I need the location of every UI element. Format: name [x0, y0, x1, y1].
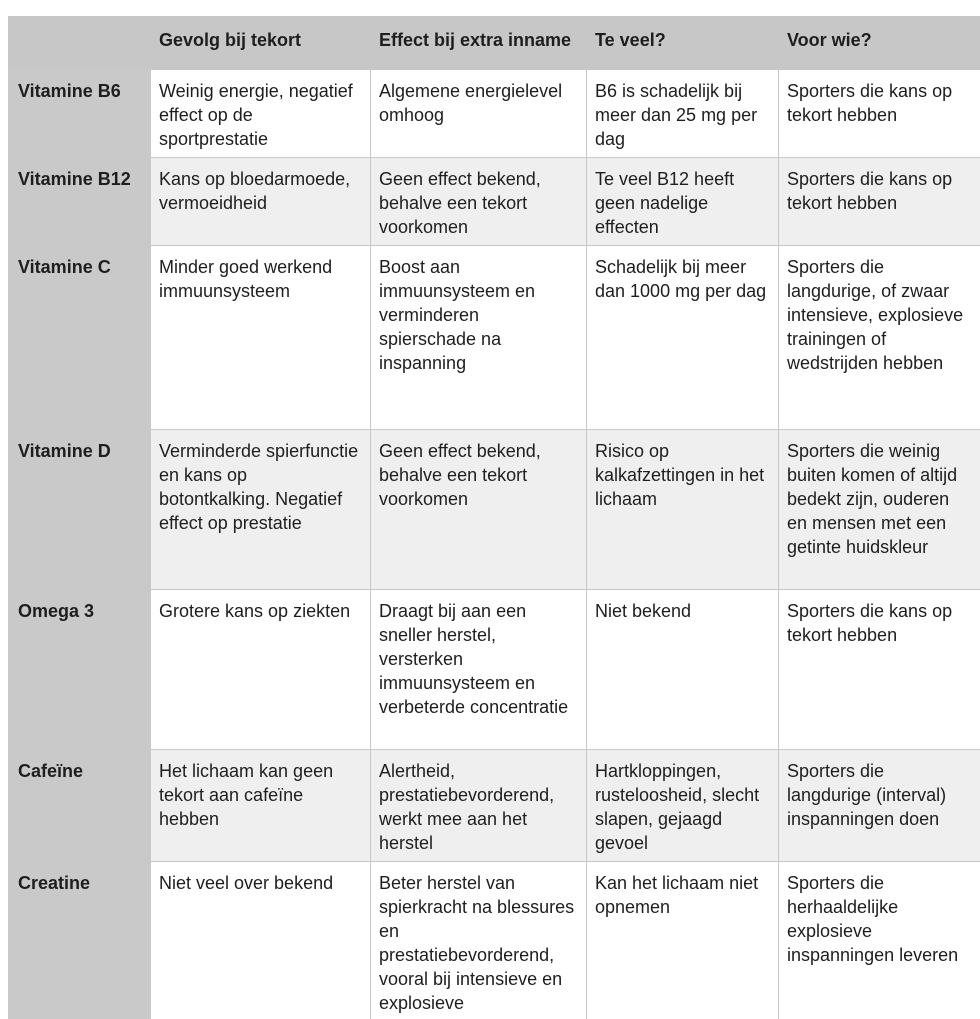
table-row	[9, 590, 980, 750]
table-header-row	[9, 17, 980, 70]
tekort-cell: Niet veel over bekend	[151, 862, 371, 1019]
row-header-cell: Omega 3	[9, 590, 151, 750]
tekort-cell: Minder goed werkend immuunsysteem	[151, 246, 371, 430]
voor-wie-cell: Sporters die kans op tekort hebben	[779, 158, 980, 246]
extra-inname-cell: Geen effect bekend, behalve een tekort voorkomen	[371, 158, 587, 246]
voor-wie-cell: Sporters die herhaaldelijke explosieve inspanningen leveren	[779, 862, 980, 1019]
tekort-cell: Kans op bloedarmoede, vermoeidheid	[151, 158, 371, 246]
header-empty	[9, 17, 151, 70]
table-row	[9, 862, 980, 1019]
voor-wie-cell: Sporters die kans op tekort hebben	[779, 590, 980, 750]
row-header-cell: Cafeïne	[9, 750, 151, 862]
row-header-cell: Vitamine B6	[9, 70, 151, 158]
header-gevolg-bij-tekort: Gevolg bij tekort	[151, 17, 371, 70]
row-header-cell: Vitamine B12	[9, 158, 151, 246]
extra-inname-cell: Algemene energielevel omhoog	[371, 70, 587, 158]
table-row	[9, 70, 980, 158]
voor-wie-cell: Sporters die kans op tekort hebben	[779, 70, 980, 158]
header-effect-bij-extra-inname: Effect bij extra inname	[371, 17, 587, 70]
tekort-cell: Grotere kans op ziekten	[151, 590, 371, 750]
te-veel-cell: Niet bekend	[587, 590, 779, 750]
table-row	[9, 246, 980, 430]
voor-wie-cell: Sporters die langdurige (interval) inspanningen doen	[779, 750, 980, 862]
header-voor-wie: Voor wie?	[779, 17, 980, 70]
row-header-cell: Vitamine D	[9, 430, 151, 590]
header-te-veel: Te veel?	[587, 17, 779, 70]
te-veel-cell: Risico op kalkafzettingen in het lichaam	[587, 430, 779, 590]
extra-inname-cell: Geen effect bekend, behalve een tekort voorkomen	[371, 430, 587, 590]
supplement-table	[8, 16, 980, 1019]
te-veel-cell: Hartkloppingen, rusteloosheid, slecht slapen, gejaagd gevoel	[587, 750, 779, 862]
te-veel-cell: Schadelijk bij meer dan 1000 mg per dag	[587, 246, 779, 430]
te-veel-cell: B6 is schadelijk bij meer dan 25 mg per dag	[587, 70, 779, 158]
table-row	[9, 158, 980, 246]
table-row	[9, 750, 980, 862]
extra-inname-cell: Alertheid, prestatiebevorderend, werkt mee aan het herstel	[371, 750, 587, 862]
te-veel-cell: Te veel B12 heeft geen nadelige effecten	[587, 158, 779, 246]
te-veel-cell: Kan het lichaam niet opnemen	[587, 862, 779, 1019]
row-header-cell: Vitamine C	[9, 246, 151, 430]
tekort-cell: Weinig energie, negatief effect op de sportprestatie	[151, 70, 371, 158]
table-row	[9, 430, 980, 590]
tekort-cell: Het lichaam kan geen tekort aan cafeïne hebben	[151, 750, 371, 862]
row-header-cell: Creatine	[9, 862, 151, 1019]
extra-inname-cell: Boost aan immuunsysteem en verminderen spierschade na inspanning	[371, 246, 587, 430]
extra-inname-cell: Draagt bij aan een sneller herstel, versterken immuunsysteem en verbeterde concentratie	[371, 590, 587, 750]
voor-wie-cell: Sporters die langdurige, of zwaar intensieve, explosieve trainingen of wedstrijden hebben	[779, 246, 980, 430]
tekort-cell: Verminderde spierfunctie en kans op botontkalking. Negatief effect op prestatie	[151, 430, 371, 590]
voor-wie-cell: Sporters die weinig buiten komen of altijd bedekt zijn, ouderen en mensen met een getinte huidskleur	[779, 430, 980, 590]
extra-inname-cell: Beter herstel van spierkracht na blessures en prestatiebevorderend, vooral bij intensieve en explosieve	[371, 862, 587, 1019]
